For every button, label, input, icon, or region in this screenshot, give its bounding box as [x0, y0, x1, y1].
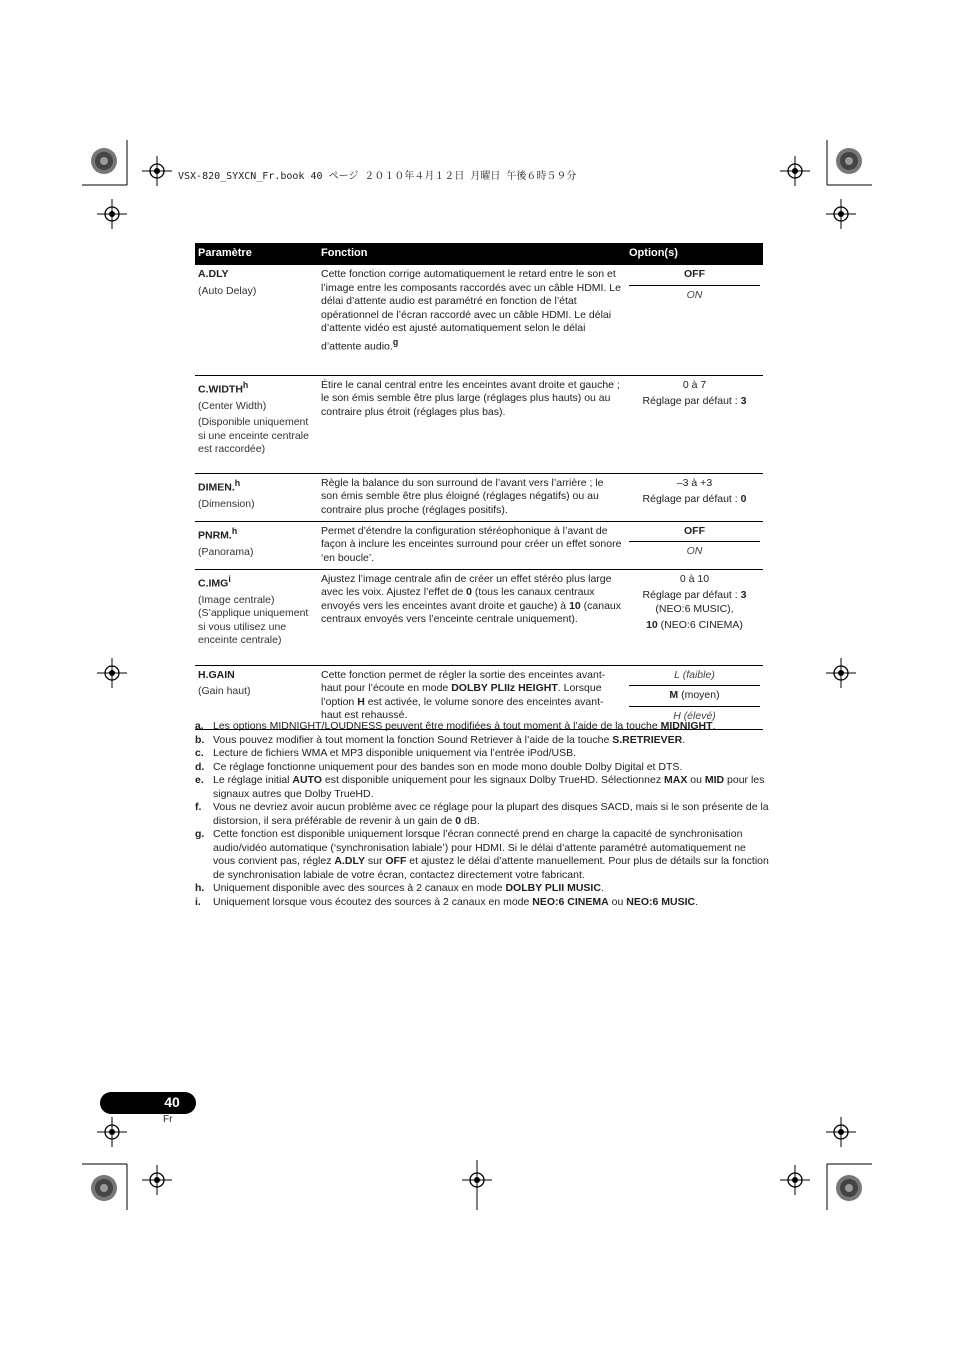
option-default: Réglage par défaut : 3 [642, 589, 747, 601]
param-name: A.DLY [198, 268, 229, 280]
param-function: Règle la balance du son surround de l’avant vers l’arrière ; le son émis semble être plus éloigné (réglages négatifs) ou au contraire plus proche (réglages positifs). [318, 473, 626, 521]
table-row [195, 375, 763, 473]
registration-mark-right-top [826, 199, 856, 229]
param-subtitle: (Image centrale) (S’applique uniquement si vous utilisez une enceinte centrale) [198, 593, 309, 646]
param-name: C.IMG$^i$ [198, 573, 231, 589]
option-on: ON [629, 285, 760, 306]
table-row [195, 265, 763, 375]
page-number: 40 [164, 1094, 180, 1110]
header-options: Option(s) [626, 243, 763, 265]
option-extra: (NEO:6 MUSIC), [655, 602, 734, 615]
footnote: b. Vous pouvez modifier à tout moment la fonction Sound Retriever à l’aide de la touche S.RETRIEVER. [195, 733, 686, 746]
parameter-table [195, 243, 763, 730]
option-range: 0 à 10 [679, 572, 710, 585]
param-subtitle: (Gain haut) [198, 685, 251, 697]
registration-mark-mid-right [826, 658, 856, 688]
param-function: Cette fonction corrige automatiquement le retard entre le son et l’image entre les composants raccordés avec un câble HDMI. Le délai d’attente audio est paramétré en fonction de l’état opérationnel de l’écran raccordé avec un câble HDMI. Le délai d’attente vidéo est ajusté automatiquement selon le délai d’attente audio.$^g$ [318, 265, 626, 375]
header-parametre: Paramètre [195, 243, 318, 265]
registration-mark-bottom-a [142, 1165, 172, 1195]
param-subtitle: (Panorama) [198, 545, 254, 558]
option-medium: M (moyen) [629, 685, 760, 706]
option-high: H (élevé) [629, 706, 760, 727]
option-default: Réglage par défaut : 0 [642, 493, 747, 505]
footnote: a. Les options MIDNIGHT/LOUDNESS peuvent être modifiées à tout moment à l’aide de la touche MIDNIGHT. [195, 720, 716, 732]
option-on: ON [629, 541, 760, 562]
param-name: PNRM.$^h$ [198, 525, 238, 541]
table-row [195, 569, 763, 665]
option-off: OFF [684, 524, 705, 537]
registration-mark-bottom-left [97, 1117, 127, 1147]
color-target-top-right [836, 148, 862, 174]
registration-mark-top-right [780, 156, 810, 186]
param-subtitle: (Auto Delay) [198, 284, 257, 297]
param-note: (Disponible uniquement si une enceinte centrale est raccordée) [198, 416, 309, 455]
footnote: i. Uniquement lorsque vous écoutez des sources à 2 canaux en mode NEO:6 CINEMA ou NEO:6 MUSIC. [195, 895, 698, 908]
option-low: L (faible) [674, 668, 715, 681]
registration-mark-mid-left [97, 658, 127, 688]
option-extra-cinema: 10 (NEO:6 CINEMA) [646, 619, 743, 631]
registration-mark-bottom-b [780, 1165, 810, 1195]
option-default: Réglage par défaut : 3 [642, 395, 747, 407]
color-target-bottom-right [836, 1175, 862, 1201]
param-function: Étire le canal central entre les enceintes avant droite et gauche ; le son émis semble être plus large (réglages plus hauts) ou au contraire plus étroit (réglages plus bas). [318, 375, 626, 473]
footnote: f. Vous ne devriez avoir aucun problème avec ce réglage pour la plupart des disques SACD, mais si le son présente de la distorsion, il sera préférable de revenir à un gain de 0 dB. [195, 801, 769, 827]
param-function: Ajustez l’image centrale afin de créer un effet stéréo plus large avec les voix. Ajustez l’effet de 0 (tous les canaux centraux envoyés vers les enceintes avant droite et gauche) à 10 (canaux centraux envoyés vers l’enceinte centrale uniquement). [318, 569, 626, 665]
footnotes [195, 720, 770, 909]
language-code: Fr [163, 1114, 173, 1125]
registration-mark-top-left [97, 199, 127, 229]
param-name: C.WIDTH$^h$ [198, 379, 249, 395]
param-name: H.GAIN [198, 668, 235, 681]
param-function: Permet d’étendre la configuration stéréophonique à l’avant de façon à inclure les enceintes surround pour créer un effet sonore ‘en boucle’. [318, 521, 626, 569]
table-row [195, 521, 763, 569]
color-target-bottom-left [91, 1175, 117, 1201]
footnote: h. Uniquement disponible avec des sources à 2 canaux en mode DOLBY PLII MUSIC. [195, 882, 604, 894]
footnote: e. Le réglage initial AUTO est disponible uniquement pour les signaux Dolby TrueHD. Sélectionnez MAX ou MID pour les signaux autres que Dolby TrueHD. [195, 774, 765, 800]
registration-mark-top-center [142, 156, 172, 186]
footnote: d. Ce réglage fonctionne uniquement pour des bandes son en mode mono double Dolby Digital et DTS. [195, 760, 683, 773]
option-range: –3 à +3 [676, 476, 713, 489]
footnote: g. Cette fonction est disponible uniquement lorsque l’écran connecté prend en charge la capacité de synchronisation audio/vidéo automatique (‘synchronisation labiale’) pour HDMI. Si le délai d’attente paramétré automatiquement ne vous convient pas, réglez A.DLY sur OFF et ajustez le délai d’attente manuellement. Pour plus de détails sur la fonction de synchronisation labiale de votre écran, contactez directement votre fabricant. [195, 828, 769, 881]
table-row [195, 473, 763, 521]
footnote: c. Lecture de fichiers WMA et MP3 disponible uniquement via l’entrée iPod/USB. [195, 747, 577, 759]
option-off: OFF [684, 268, 705, 280]
param-function: Cette fonction permet de régler la sortie des enceintes avant-haut pour l’écoute en mode DOLBY PLIIz HEIGHT. Lorsque l’option H est activée, le volume sonore des enceintes avant-haut est rehaussé. [318, 665, 626, 730]
header-fonction: Fonction [318, 243, 626, 265]
param-subtitle: (Center Width) [198, 399, 267, 412]
param-subtitle: (Dimension) [198, 497, 255, 510]
registration-mark-bottom-right [826, 1117, 856, 1147]
param-name: DIMEN.$^h$ [198, 477, 241, 493]
option-range: 0 à 7 [682, 378, 707, 391]
color-target-top-left [91, 148, 117, 174]
table-header-row [195, 243, 763, 265]
print-header: VSX-820_SYXCN_Fr.book 40 ページ ２０１０年４月１２日 月曜日 午後６時５９分 [178, 171, 577, 182]
